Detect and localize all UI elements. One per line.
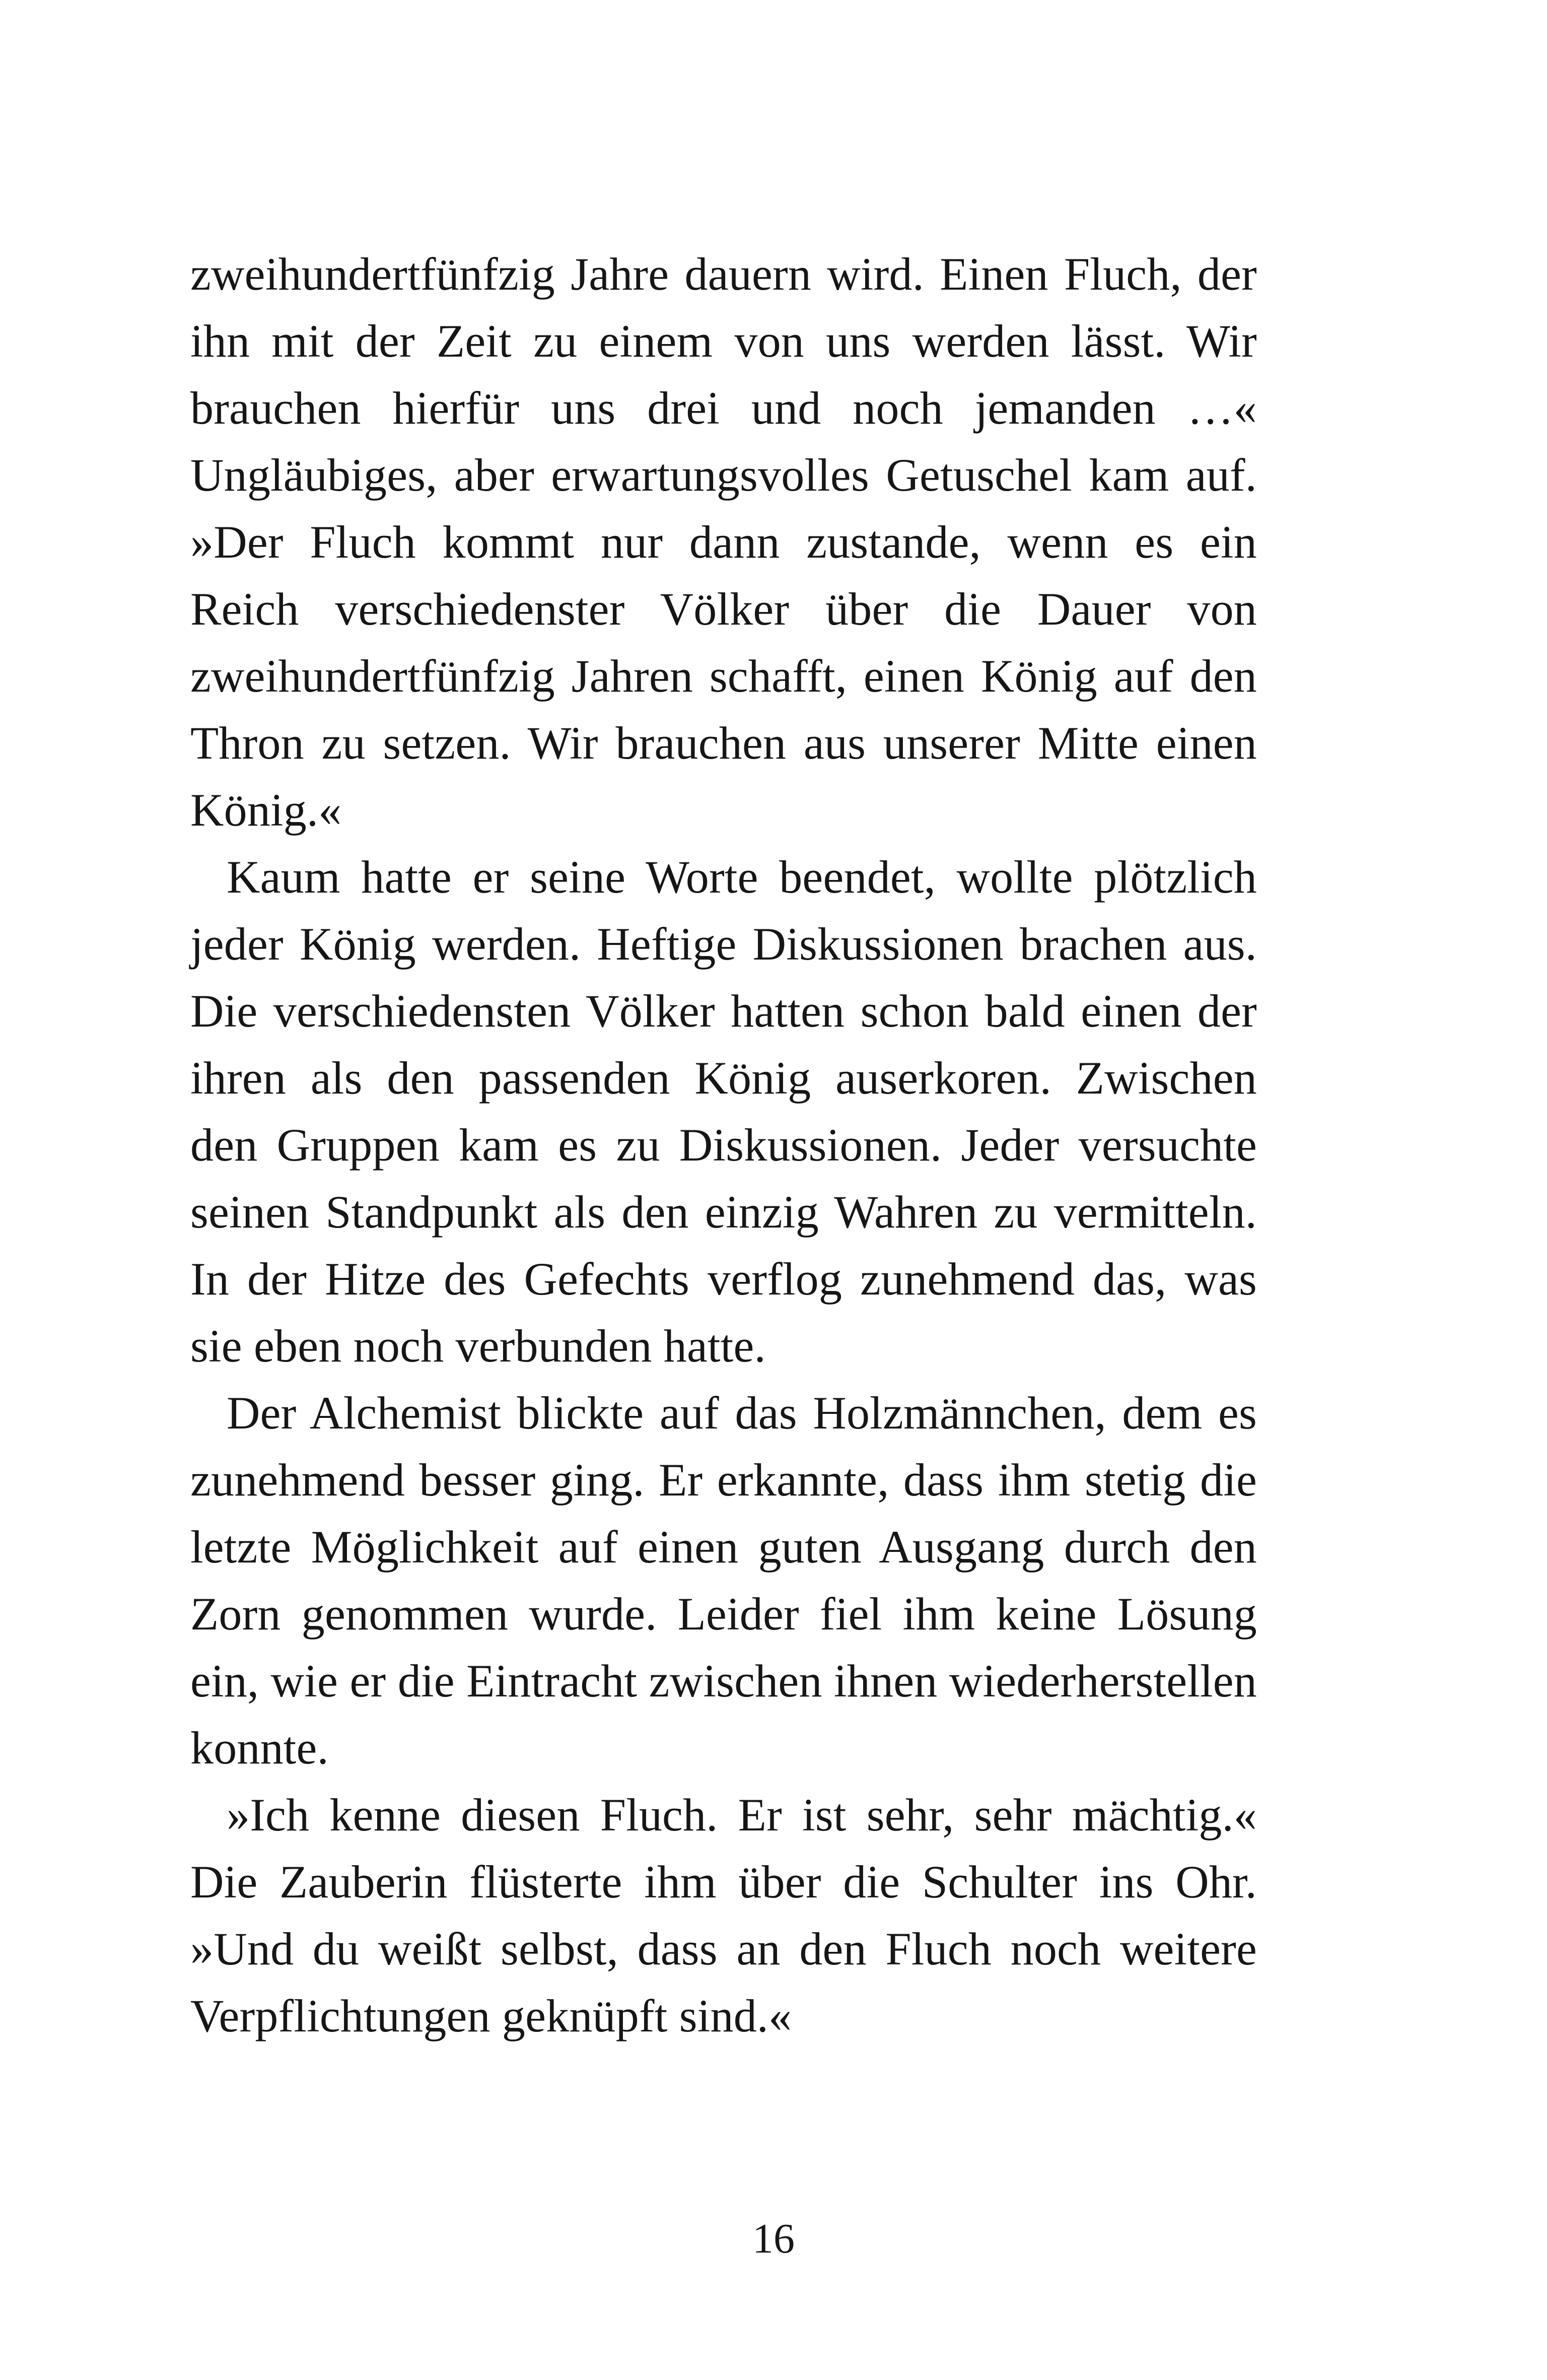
paragraph-4: »Ich kenne diesen Fluch. Er ist sehr, sehr mächtig.« Die Zauberin flüsterte ihm über die Schulter ins Ohr. »Und du weißt selbst, dass an den Fluch noch weitere Verpflichtungen geknüpft sind.« bbox=[190, 1789, 1257, 2042]
paragraph-3: Der Alchemist blickte auf das Holzmännchen, dem es zunehmend besser ging. Er erkannte, dass ihm stetig die letzte Möglichkeit auf einen guten Ausgang durch den Zorn genommen wurde. Leider fiel ihm keine Lösung ein, wie er die Eintracht zwischen ihnen wiederherstellen konnte. bbox=[190, 1387, 1257, 1774]
paragraph-2: Kaum hatte er seine Worte beendet, wollte plötzlich jeder König werden. Heftige Diskussionen brachen aus. Die verschiedensten Völker hatten schon bald einen der ihren als den passenden König auserkoren. Zwischen den Gruppen kam es zu Diskussionen. Jeder versuchte seinen Standpunkt als den einzig Wahren zu vermitteln. In der Hitze des Gefechts verflog zunehmend das, was sie eben noch verbunden hatte. bbox=[190, 851, 1257, 1372]
paragraph-1: zweihundertfünfzig Jahre dauern wird. Einen Fluch, der ihn mit der Zeit zu einem von uns werden lässt. Wir brauchen hierfür uns drei und noch jemanden …« Ungläubiges, aber erwartungsvolles Getuschel kam auf. »Der Fluch kommt nur dann zustande, wenn es ein Reich verschiedenster Völker über die Dauer von zweihundertfünfzig Jahren schafft, einen König auf den Thron zu setzen. Wir brauchen aus unserer Mitte einen König.« bbox=[190, 248, 1257, 836]
page-number: 16 bbox=[752, 2215, 795, 2262]
body-text bbox=[190, 241, 1257, 2050]
